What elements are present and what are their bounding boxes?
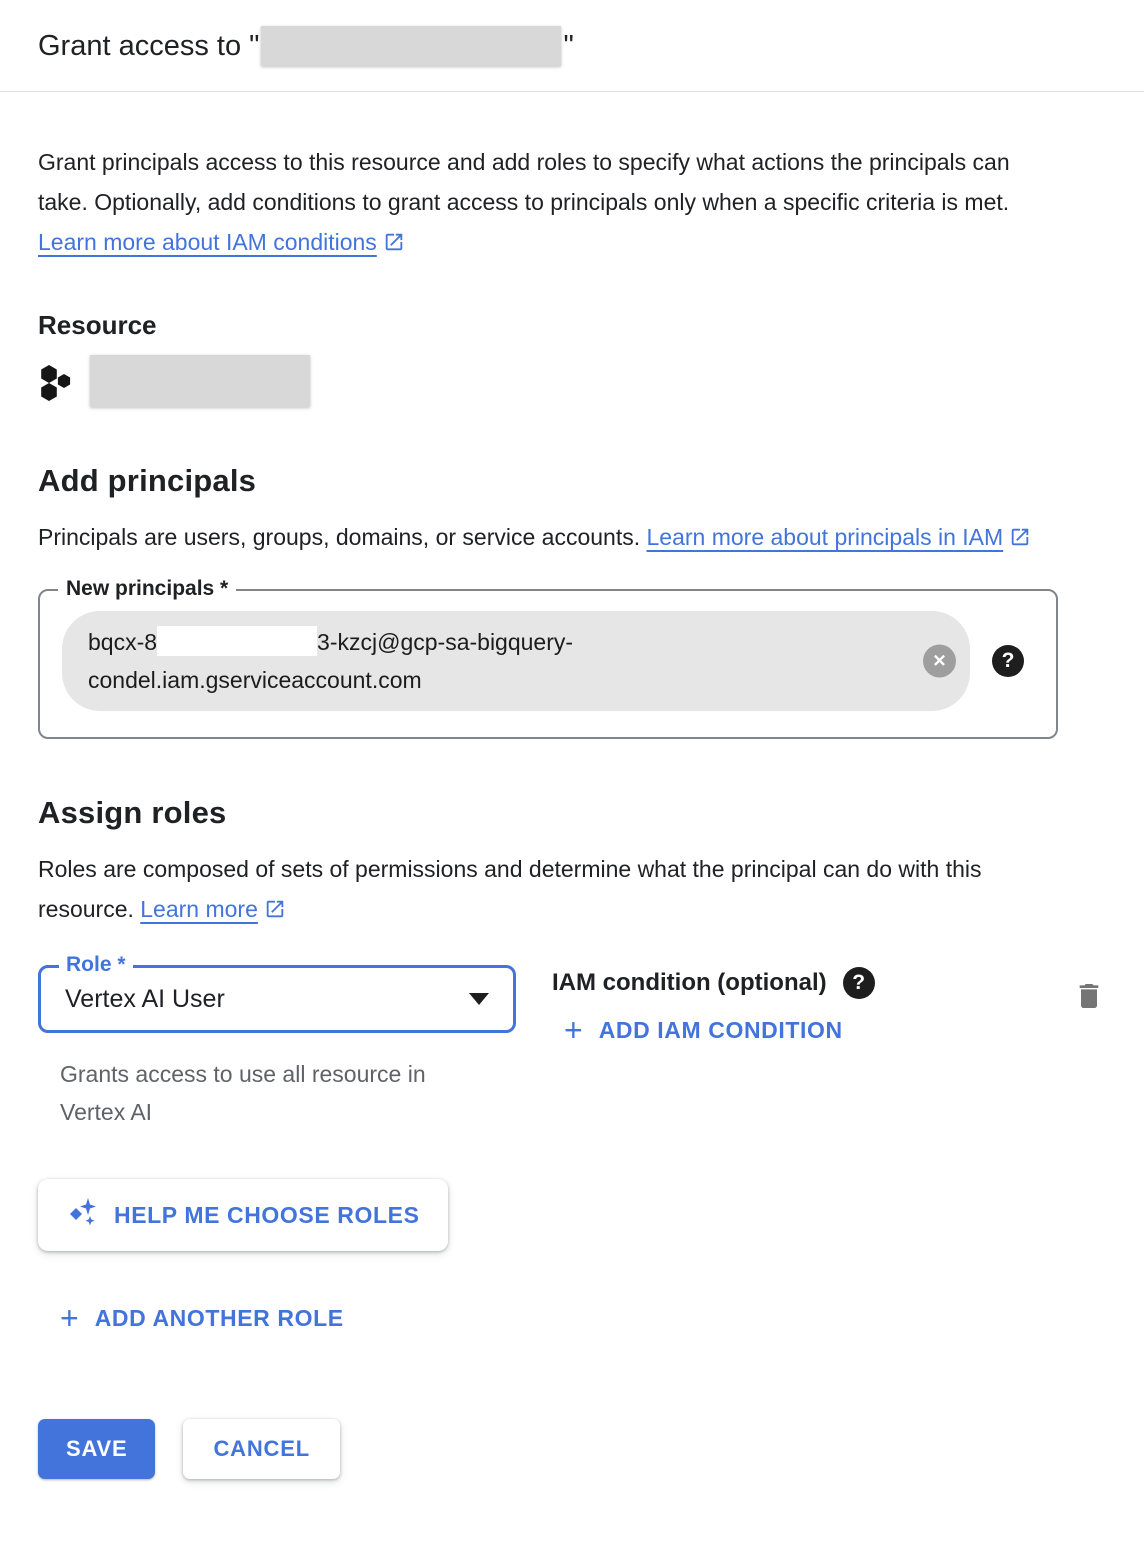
close-icon: ✕ <box>932 651 947 671</box>
gemini-sparkle-icon <box>66 1196 98 1234</box>
intro-paragraph <box>38 142 1048 262</box>
principals-iam-link[interactable]: Learn more about principals in IAM <box>646 524 1004 550</box>
roles-learn-more-link[interactable]: Learn more <box>140 896 258 922</box>
role-select-value: Vertex AI User <box>65 984 225 1013</box>
plus-icon: + <box>564 1012 583 1048</box>
external-link-icon <box>383 231 405 253</box>
iam-condition-label-row <box>552 967 1072 999</box>
page-title-suffix: " <box>563 29 574 62</box>
principal-email-redaction <box>157 626 317 656</box>
iam-condition-label: IAM condition (optional) <box>552 969 827 996</box>
principals-row <box>62 611 1038 711</box>
new-principals-field[interactable] <box>38 577 1058 739</box>
add-principals-description: Principals are users, groups, domains, or service accounts. Learn more about principals in IAM <box>38 517 1058 557</box>
add-principals-heading: Add principals <box>38 463 257 498</box>
resource-hexagons-icon <box>38 361 74 401</box>
principal-chip[interactable] <box>62 611 970 711</box>
principals-help-icon[interactable]: ? <box>992 645 1024 677</box>
dialog-body <box>0 142 1144 1479</box>
principal-email-line2: condel.iam.gserviceaccount.com <box>88 667 422 693</box>
remove-principal-button[interactable] <box>923 645 956 678</box>
resource-heading: Resource <box>38 310 157 340</box>
cancel-button[interactable]: CANCEL <box>183 1419 339 1479</box>
resource-name-redaction <box>90 355 310 407</box>
iam-condition-help-icon[interactable]: ? <box>843 967 875 999</box>
title-redaction <box>261 26 561 66</box>
principal-email-part1: bqcx-8 <box>88 629 158 655</box>
plus-icon: + <box>60 1300 79 1336</box>
role-select-label: Role * <box>59 953 133 977</box>
external-link-icon <box>264 898 286 920</box>
role-row <box>38 953 1106 1131</box>
role-helper-text: Grants access to use all resource in Vertex AI <box>60 1061 426 1125</box>
assign-roles-description: Roles are composed of sets of permissions and determine what the principal can do with this resource. Learn more <box>38 856 982 922</box>
trash-icon <box>1073 1001 1105 1016</box>
new-principals-label: New principals * <box>58 577 236 601</box>
chevron-down-icon <box>469 993 489 1005</box>
dialog-footer <box>38 1419 1106 1479</box>
delete-role-button[interactable] <box>1072 979 1106 1015</box>
help-me-choose-roles-button[interactable]: HELP ME CHOOSE ROLES <box>38 1179 448 1251</box>
intro-text: Grant principals access to this resource and add roles to specify what actions the principals can take. Optionally, add conditions to grant access to principals only when a specific criteria is met. <box>38 149 1010 215</box>
role-select[interactable] <box>38 953 516 1033</box>
external-link-icon <box>1009 526 1031 548</box>
iam-condition-column <box>552 965 1072 1048</box>
add-iam-condition-button[interactable]: + ADD IAM CONDITION <box>564 1012 843 1048</box>
add-another-role-button[interactable]: + ADD ANOTHER ROLE <box>60 1300 344 1336</box>
dialog-header <box>0 0 1144 92</box>
iam-conditions-link[interactable]: Learn more about IAM conditions <box>38 229 377 255</box>
page-title: Grant access to " <box>38 29 260 62</box>
save-button[interactable]: SAVE <box>38 1419 155 1479</box>
assign-roles-heading: Assign roles <box>38 795 227 830</box>
resource-row <box>38 355 1106 407</box>
principal-email-part2: 3-kzcj@gcp-sa-bigquery- <box>317 629 574 655</box>
role-column <box>38 953 516 1131</box>
